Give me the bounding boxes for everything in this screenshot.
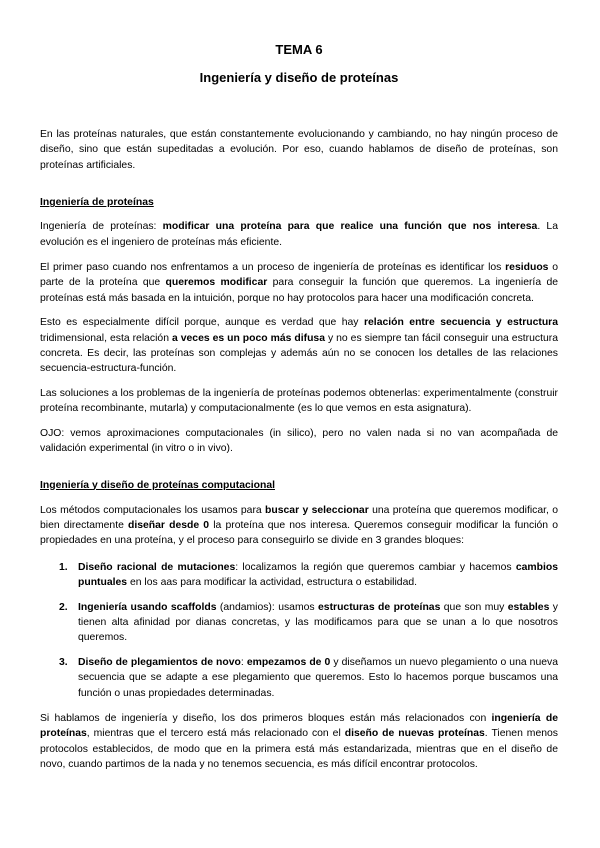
paragraph: OJO: vemos aproximaciones computacionales (in silico), pero no valen nada si no van acompañada de validación experimental (in vitro o in vivo).	[40, 427, 558, 455]
paragraph: Si hablamos de ingeniería y diseño, los dos primeros bloques están más relacionados con ingeniería de proteínas, mientras que el tercero está más relacionado con el diseño de nuevas proteínas. Tienen menos protocolos establecidos, de modo que en la primera está más estandarizada, mientras que en el diseño de novo, cuando partimos de la nada y no tenemos secuencia, es más difícil encontrar protocolos.	[40, 712, 558, 771]
page-subtitle: Ingeniería y diseño de proteínas	[199, 70, 399, 85]
paragraph: Ingeniería de proteínas: modificar una proteína para que realice una función que nos interesa. La evolución es el ingeniero de proteínas más eficiente.	[40, 221, 558, 248]
paragraph: Los métodos computacionales los usamos para buscar y seleccionar una proteína que queremos modificar, o bien directamente diseñar desde 0 la proteína que nos interesa. Queremos conseguir modificar la función o propiedades en una proteína, y el proceso para conseguirlo se divide en 3 grandes bloques:	[40, 504, 559, 547]
section-heading-computacional: Ingeniería y diseño de proteínas computacional	[40, 479, 275, 491]
intro-paragraph: En las proteínas naturales, que están constantemente evolucionando y cambiando, no hay ningún proceso de diseño, sino que están supeditadas a evolución. Por eso, cuando hablamos de diseño de proteínas, son proteínas artificiales.	[40, 129, 558, 171]
page-title: TEMA 6	[275, 42, 323, 57]
list-item: 1. Diseño racional de mutaciones: localizamos la región que queremos cambiar y hacemos cambios puntuales en los aas para modificar la actividad, estructura o estabilidad.	[59, 561, 558, 589]
section-heading-ingenieria: Ingeniería de proteínas	[40, 197, 154, 209]
document-page	[40, 41, 558, 773]
paragraph: Las soluciones a los problemas de la ingeniería de proteínas podemos obtenerlas: experimentalmente (construir proteína recombinante, mutarla) y computacionalmente (es lo que vemos en esta asignatura).	[40, 387, 558, 415]
blocks-list	[40, 560, 558, 701]
paragraph: Esto es especialmente difícil porque, aunque es verdad que hay relación entre secuencia y estructura tridimensional, esta relación a veces es un poco más difusa y no es siempre tan fácil conseguir una estructura concreta. Es decir, las proteínas son complejas y además aún no se conocen los detalles de las relaciones secuencia-estructura-función.	[40, 317, 559, 375]
list-item: 2. Ingeniería usando scaffolds (andamios): usamos estructuras de proteínas que son muy estables y tienen alta afinidad por dianas concretas, y las modificamos para que se unan a lo que nosotros queremos.	[59, 601, 558, 644]
list-item: 3. Diseño de plegamientos de novo: empezamos de 0 y diseñamos un nuevo plegamiento o una nueva secuencia que se adapte a ese plegamiento que queremos. Esto lo hacemos porque buscamos una función o unas propiedades determinadas.	[59, 656, 558, 699]
paragraph: El primer paso cuando nos enfrentamos a un proceso de ingeniería de proteínas es identificar los residuos o parte de la proteína que queremos modificar para conseguir la función que queremos. La ingeniería de proteínas está más basada en la intuición, porque no hay protocolos para hacer una modificación concreta.	[40, 262, 558, 304]
